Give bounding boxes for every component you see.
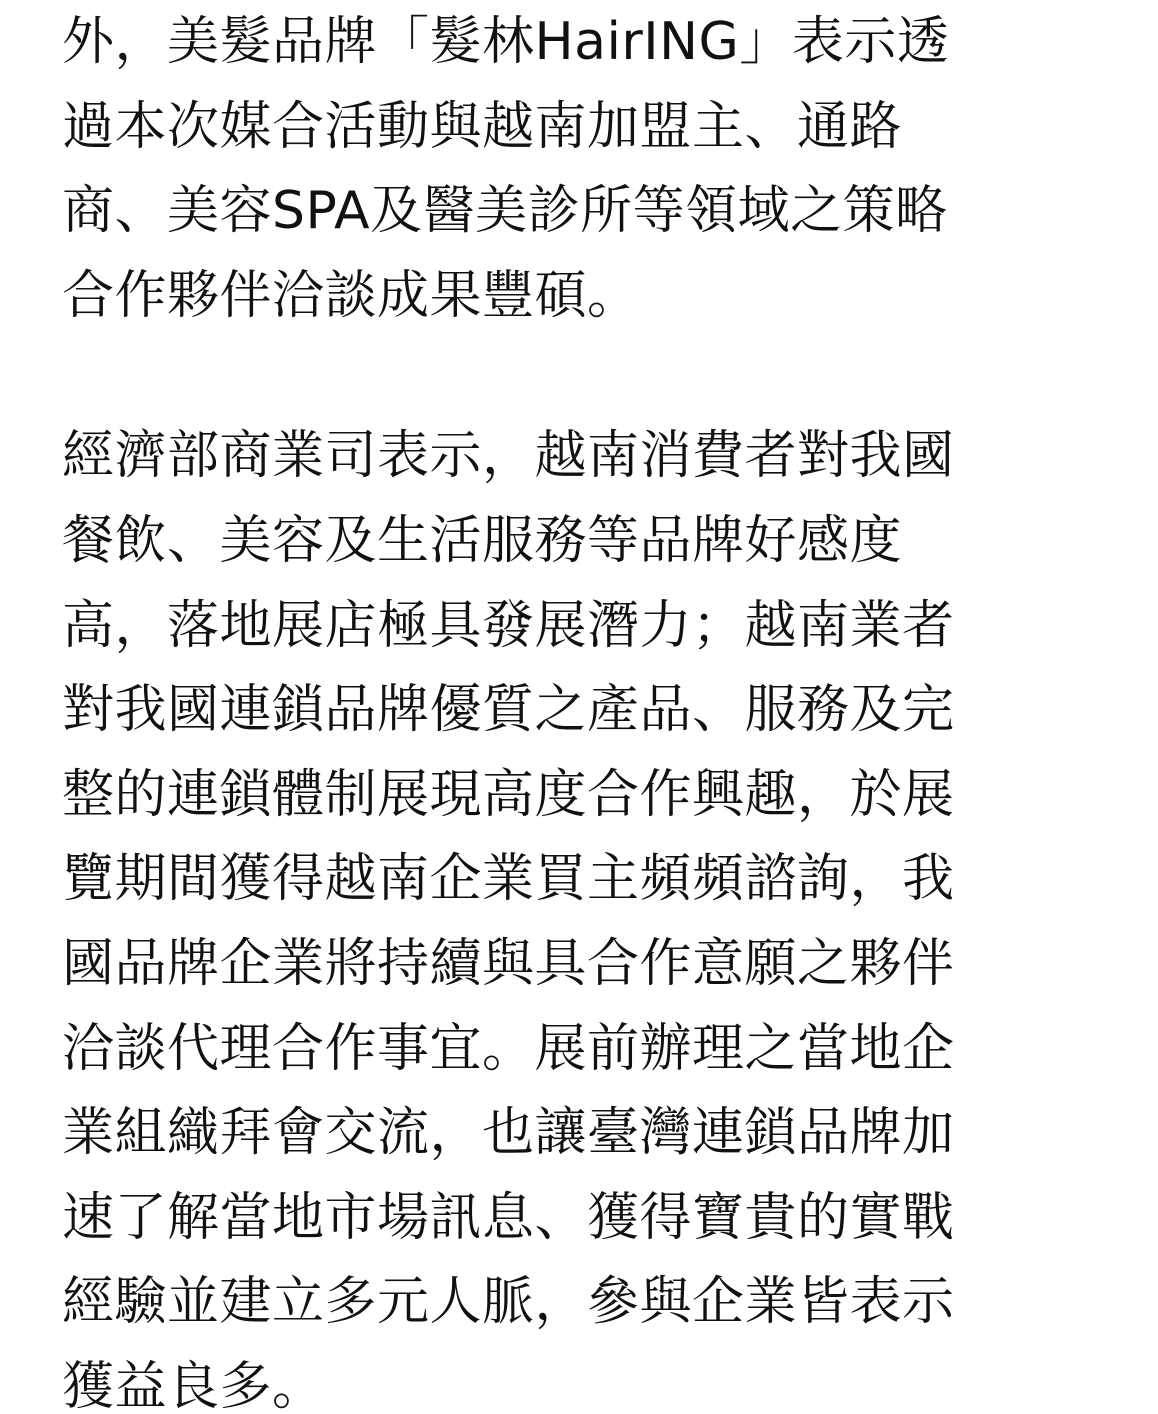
text-line: 洽談代理合作事宜。展前辦理之當地企 bbox=[62, 1018, 955, 1079]
text-line: 速了解當地市場訊息、獲得寶貴的實戰 bbox=[62, 1187, 955, 1248]
text-line: 經濟部商業司表示，越南消費者對我國 bbox=[62, 426, 955, 487]
text-line: 業組織拜會交流，也讓臺灣連鎖品牌加 bbox=[62, 1103, 955, 1164]
text-line: 獲益良多。 bbox=[62, 1356, 325, 1414]
text-line: 經驗並建立多元人脈，參與企業皆表示 bbox=[62, 1272, 955, 1333]
text-line: 過本次媒合活動與越南加盟主、通路 bbox=[62, 96, 903, 157]
text-line: 覽期間獲得越南企業買主頻頻諮詢，我 bbox=[62, 849, 955, 910]
text-line: 整的連鎖體制展現高度合作興趣，於展 bbox=[62, 764, 955, 825]
text-line: 外，美髮品牌「髮林HairING」表示透 bbox=[62, 12, 950, 72]
text-line: 商、美容SPA及醫美診所等領域之策略 bbox=[62, 181, 948, 242]
paragraph-commerce-department-statement bbox=[62, 414, 1102, 1414]
paragraph-hairing-results bbox=[62, 0, 1102, 338]
text-line: 高，落地展店極具發展潛力；越南業者 bbox=[62, 595, 955, 656]
text-line: 餐飲、美容及生活服務等品牌好感度 bbox=[62, 510, 903, 571]
text-line: 國品牌企業將持續與具合作意願之夥伴 bbox=[62, 933, 955, 994]
text-line: 對我國連鎖品牌優質之產品、服務及完 bbox=[62, 680, 955, 741]
text-line: 合作夥伴洽談成果豐碩。 bbox=[62, 265, 640, 326]
